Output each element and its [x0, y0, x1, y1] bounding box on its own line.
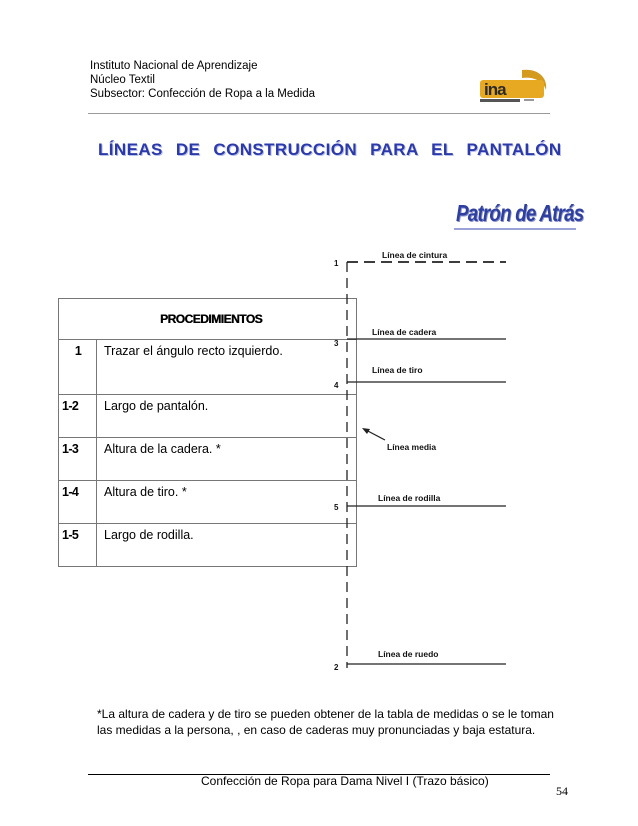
header-nucleus: Núcleo Textil [90, 74, 155, 86]
construction-diagram [330, 240, 520, 672]
point-3: 3 [334, 339, 339, 348]
logo-text: ina [484, 80, 506, 99]
table-row [59, 438, 357, 481]
label-hem: Línea de ruedo [378, 649, 439, 659]
arrow-icon [362, 428, 370, 434]
step-number: 1-2 [59, 395, 97, 438]
table-row [59, 395, 357, 438]
step-text: Altura de tiro. * [97, 481, 357, 524]
step-text: Altura de la cadera. * [97, 438, 357, 481]
label-crotch: Línea de tiro [372, 365, 423, 375]
pattern-label-underline [454, 228, 576, 230]
procedures-heading: PROCEDIMIENTOS [59, 299, 357, 340]
label-middle: Línea media [387, 442, 437, 452]
point-1: 1 [334, 259, 339, 268]
step-text: Largo de pantalón. [97, 395, 357, 438]
step-text: Trazar el ángulo recto izquierdo. [97, 340, 357, 395]
header-rule [88, 113, 550, 114]
page-title: LÍNEAS DE CONSTRUCCIÓN PARA EL PANTALÓN [98, 140, 562, 159]
header-subsector: Subsector: Confección de Ropa a la Medida [90, 88, 316, 100]
point-2: 2 [334, 663, 339, 672]
table-row [59, 524, 357, 567]
table-row [59, 340, 357, 395]
point-5: 5 [334, 503, 339, 512]
procedures-table [58, 298, 357, 567]
step-number: 1-3 [59, 438, 97, 481]
point-4: 4 [334, 381, 339, 390]
step-number: 1-5 [59, 524, 97, 567]
step-text: Largo de rodilla. [97, 524, 357, 567]
ina-logo [478, 68, 550, 108]
footnote: *La altura de cadera y de tiro se pueden obtener de la tabla de medidas o se le toman las medidas a la persona, , en caso de caderas muy pronunciadas y baja estatura. [97, 707, 554, 737]
footer-text: Confección de Ropa para Dama Nivel I (Trazo básico) [201, 774, 489, 788]
step-number: 1 [59, 340, 97, 395]
header-institution: Instituto Nacional de Aprendizaje [90, 60, 258, 72]
label-waist: Línea de cintura [382, 250, 448, 260]
step-number: 1-4 [59, 481, 97, 524]
page-number: 54 [556, 784, 568, 798]
pattern-label: Patrón de Atrás [456, 200, 584, 226]
label-knee: Línea de rodilla [378, 493, 441, 503]
label-hip: Línea de cadera [372, 327, 437, 337]
table-row [59, 481, 357, 524]
